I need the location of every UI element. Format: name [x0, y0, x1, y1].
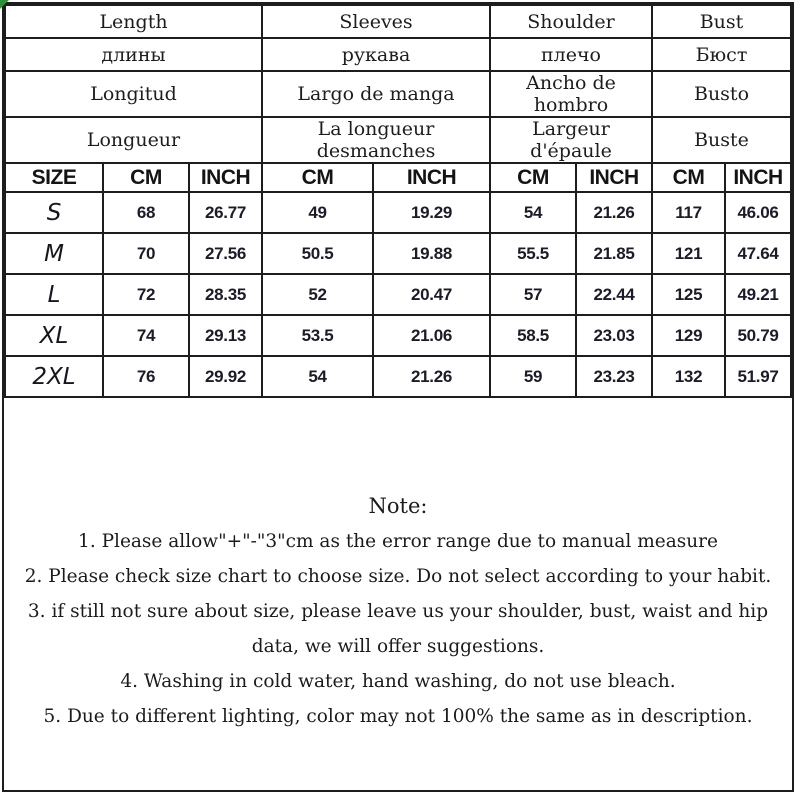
table-row-size-xl: [5, 315, 791, 356]
header-row-spanish: [5, 71, 791, 117]
unit-cell-shoulder-inch: INCH: [576, 163, 652, 192]
header-cell-length-es: Longitud: [5, 71, 262, 117]
value-cell: 21.06: [373, 315, 490, 356]
value-cell: 58.5: [490, 315, 576, 356]
value-cell: 49.21: [725, 274, 791, 315]
header-cell-sleeves-ru: рукава: [262, 38, 490, 71]
value-cell: 23.03: [576, 315, 652, 356]
value-cell: 68: [103, 192, 189, 233]
header-cell-shoulder-fr: Largeur d'épaule: [490, 117, 652, 163]
value-cell: 21.26: [373, 356, 490, 397]
value-cell: 49: [262, 192, 373, 233]
header-cell-shoulder-es: Ancho de hombro: [490, 71, 652, 117]
note-line-5: 5. Due to different lighting, color may not 100% the same as in description.: [43, 706, 753, 727]
value-cell: 20.47: [373, 274, 490, 315]
header-row-french: [5, 117, 791, 163]
size-cell: XL: [5, 315, 103, 356]
value-cell: 46.06: [725, 192, 791, 233]
header-cell-shoulder-en: Shoulder: [490, 5, 652, 38]
header-cell-bust-ru: Бюст: [652, 38, 791, 71]
note-line-3: 3. if still not sure about size, please leave us your shoulder, bust, waist and hip: [27, 601, 769, 622]
value-cell: 57: [490, 274, 576, 315]
note-title: Note:: [368, 494, 428, 518]
value-cell: 55.5: [490, 233, 576, 274]
value-cell: 23.23: [576, 356, 652, 397]
value-cell: 59: [490, 356, 576, 397]
header-cell-length-ru: длины: [5, 38, 262, 71]
value-cell: 54: [490, 192, 576, 233]
value-cell: 29.92: [189, 356, 262, 397]
sheet-border-box: [2, 2, 794, 792]
value-cell: 70: [103, 233, 189, 274]
size-cell: M: [5, 233, 103, 274]
value-cell: 51.97: [725, 356, 791, 397]
value-cell: 26.77: [189, 192, 262, 233]
note-line-4: 4. Washing in cold water, hand washing, do not use bleach.: [120, 671, 676, 692]
value-cell: 129: [652, 315, 725, 356]
value-cell: 117: [652, 192, 725, 233]
table-row-size-s: [5, 192, 791, 233]
value-cell: 19.29: [373, 192, 490, 233]
value-cell: 132: [652, 356, 725, 397]
value-cell: 52: [262, 274, 373, 315]
value-cell: 27.56: [189, 233, 262, 274]
value-cell: 53.5: [262, 315, 373, 356]
unit-cell-bust-cm: CM: [652, 163, 725, 192]
value-cell: 125: [652, 274, 725, 315]
header-cell-sleeves-en: Sleeves: [262, 5, 490, 38]
note-section: [4, 398, 792, 790]
note-line-2: 2. Please check size chart to choose size. Do not select according to your habit.: [24, 566, 772, 587]
value-cell: 50.79: [725, 315, 791, 356]
unit-cell-size: SIZE: [5, 163, 103, 192]
header-cell-bust-en: Bust: [652, 5, 791, 38]
unit-cell-length-inch: INCH: [189, 163, 262, 192]
value-cell: 76: [103, 356, 189, 397]
value-cell: 121: [652, 233, 725, 274]
excel-corner-marker-icon: [0, 0, 9, 9]
size-cell: S: [5, 192, 103, 233]
value-cell: 72: [103, 274, 189, 315]
value-cell: 19.88: [373, 233, 490, 274]
unit-cell-length-cm: CM: [103, 163, 189, 192]
value-cell: 28.35: [189, 274, 262, 315]
header-cell-shoulder-ru: плечо: [490, 38, 652, 71]
value-cell: 50.5: [262, 233, 373, 274]
unit-header-row: [5, 163, 791, 192]
header-cell-sleeves-es: Largo de manga: [262, 71, 490, 117]
unit-cell-bust-inch: INCH: [725, 163, 791, 192]
header-cell-bust-es: Busto: [652, 71, 791, 117]
note-line-3-continued: data, we will offer suggestions.: [251, 636, 545, 657]
unit-cell-sleeves-inch: INCH: [373, 163, 490, 192]
table-row-size-l: [5, 274, 791, 315]
header-cell-sleeves-fr: La longueur desmanches: [262, 117, 490, 163]
value-cell: 74: [103, 315, 189, 356]
note-line-1: 1. Please allow"+"-"3"cm as the error range due to manual measure: [78, 531, 718, 552]
size-cell: 2XL: [5, 356, 103, 397]
unit-cell-sleeves-cm: CM: [262, 163, 373, 192]
value-cell: 21.85: [576, 233, 652, 274]
value-cell: 22.44: [576, 274, 652, 315]
header-cell-bust-fr: Buste: [652, 117, 791, 163]
size-chart-table: [4, 4, 792, 398]
header-cell-length-en: Length: [5, 5, 262, 38]
table-row-size-m: [5, 233, 791, 274]
header-cell-length-fr: Longueur: [5, 117, 262, 163]
value-cell: 29.13: [189, 315, 262, 356]
header-row-english: [5, 5, 791, 38]
value-cell: 47.64: [725, 233, 791, 274]
value-cell: 21.26: [576, 192, 652, 233]
unit-cell-shoulder-cm: CM: [490, 163, 576, 192]
header-row-russian: [5, 38, 791, 71]
value-cell: 54: [262, 356, 373, 397]
size-cell: L: [5, 274, 103, 315]
table-row-size-2xl: [5, 356, 791, 397]
